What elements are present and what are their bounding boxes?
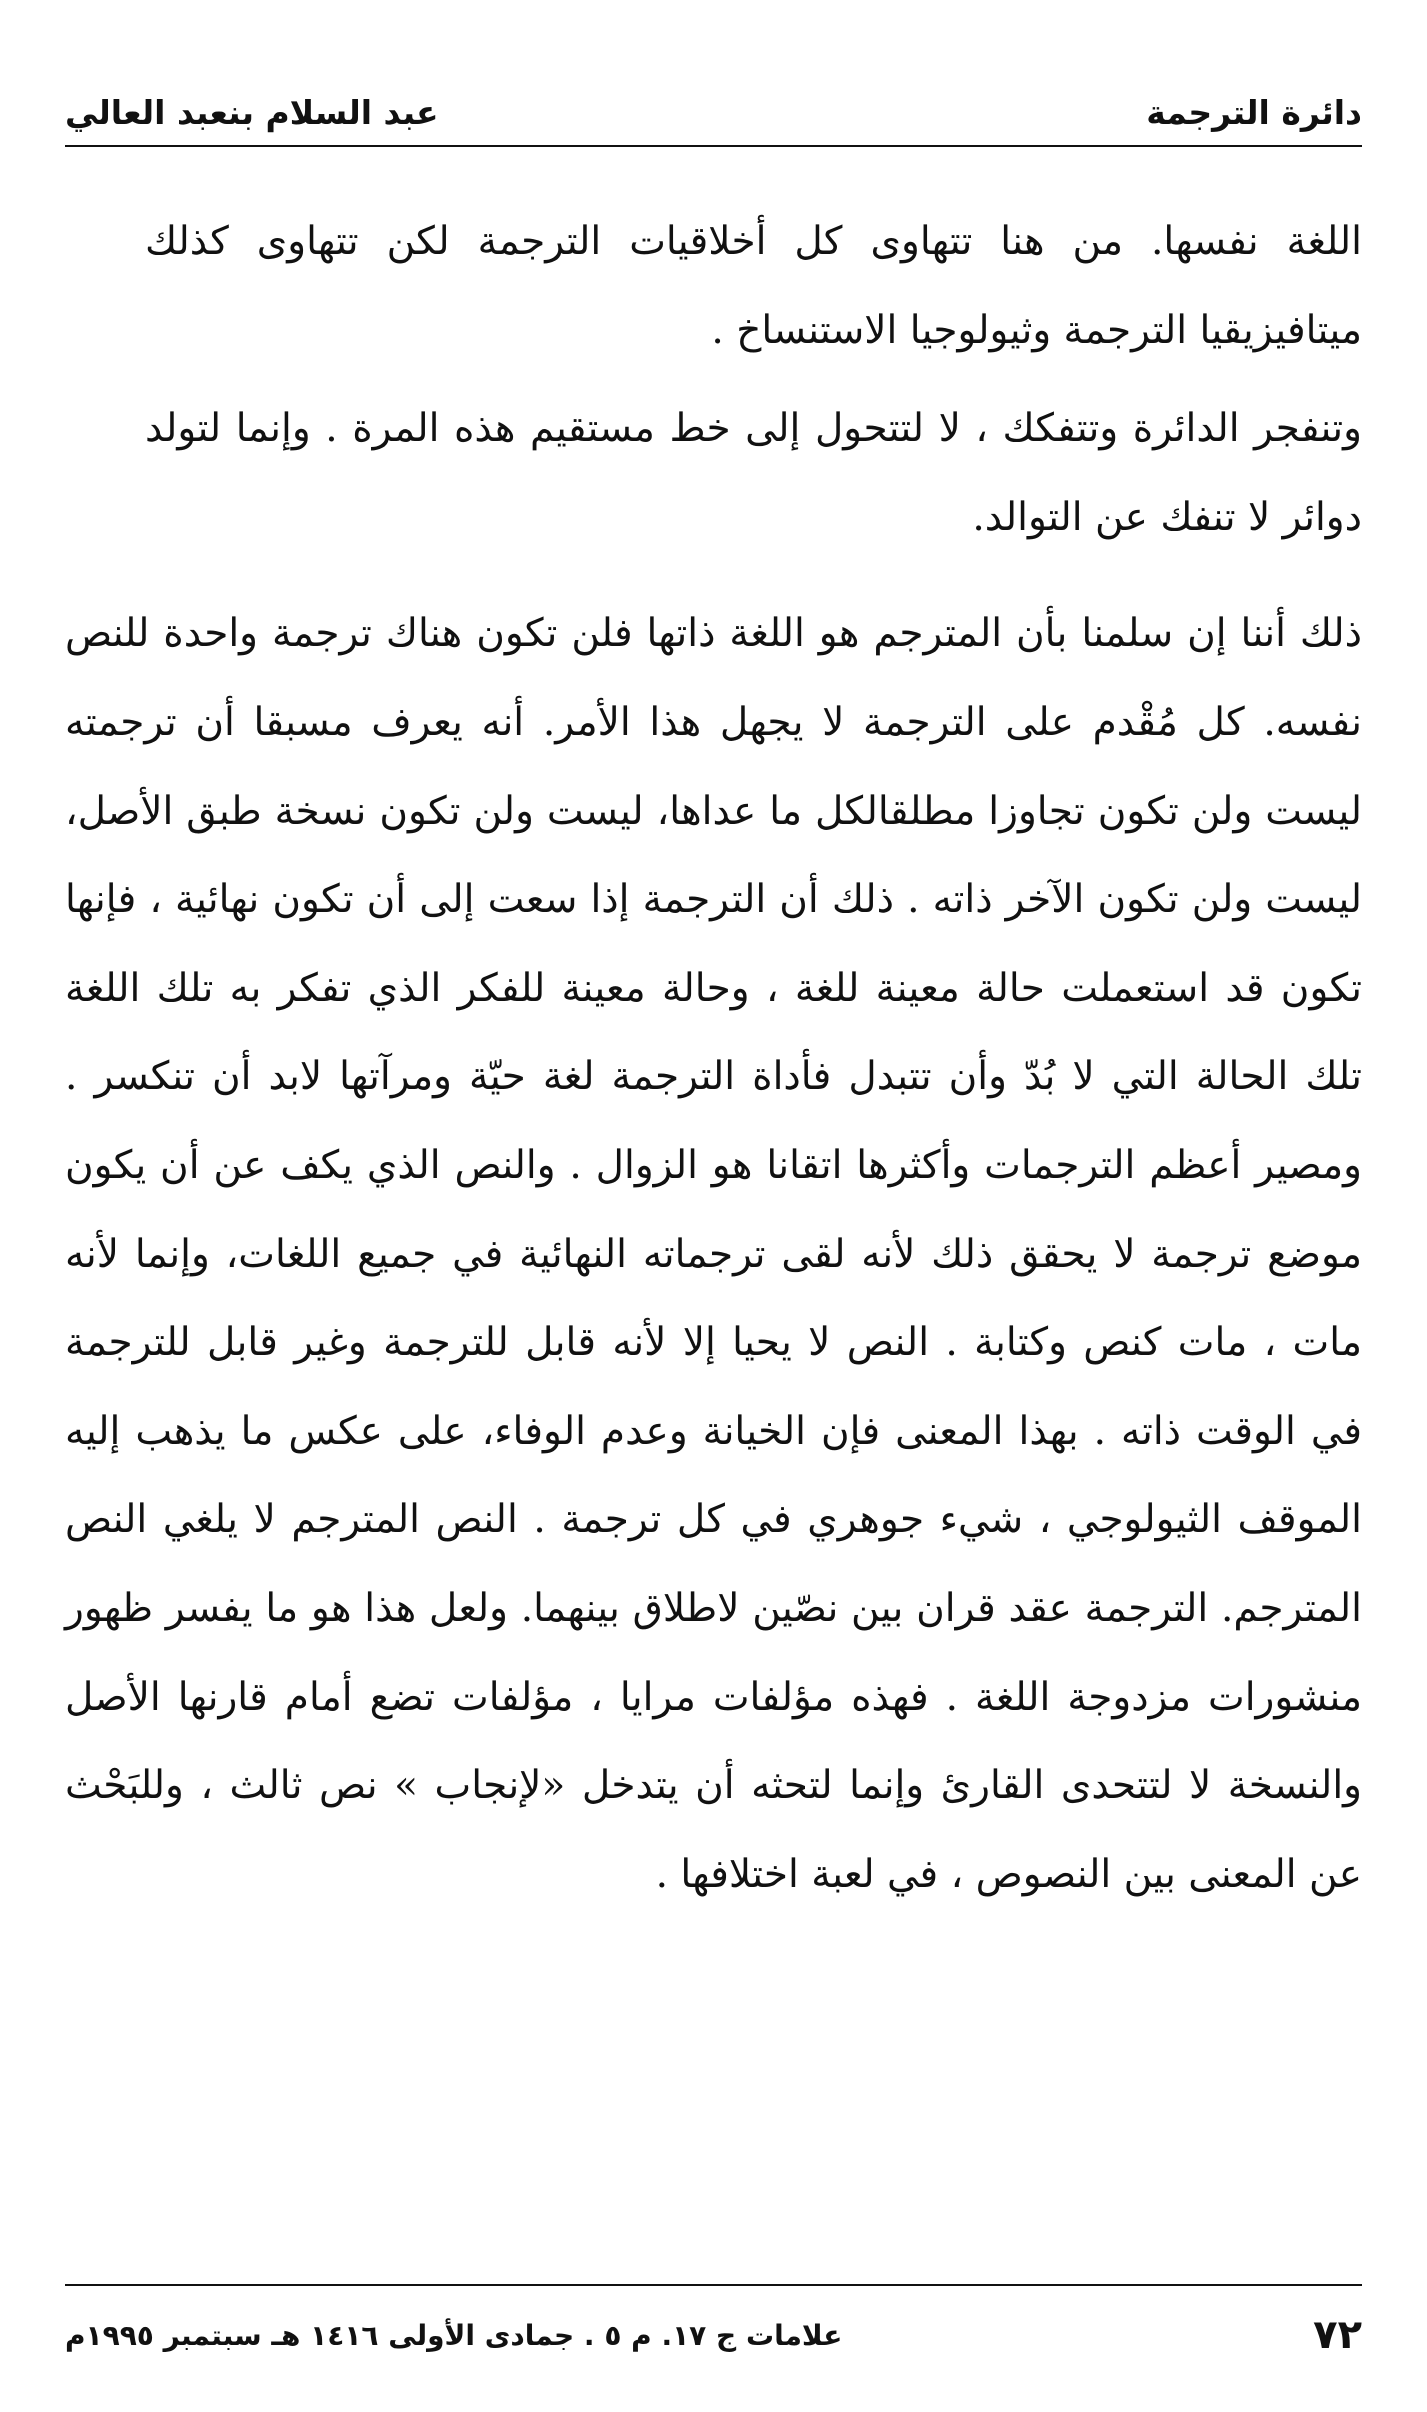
- paragraph-1: اللغة نفسها. من هنا تتهاوى كل أخلاقيات الترجمة لكن تتهاوى كذلك ميتافيزيقيا الترجمة وثيولوجيا الاستنساخ .: [145, 219, 1362, 353]
- footer-divider: [65, 2284, 1362, 2286]
- running-footer: [65, 2300, 1362, 2370]
- header-divider: [65, 145, 1362, 147]
- author-name: عبد السلام بنعبد العالي: [65, 93, 439, 132]
- section-title: دائرة الترجمة: [1146, 93, 1362, 132]
- paragraph-2: وتنفجر الدائرة وتتفكك ، لا لتتحول إلى خط مستقيم هذه المرة . وإنما لتولد دوائر لا تنفك عن التوالد.: [145, 406, 1362, 540]
- paragraph-3: ذلك أننا إن سلمنا بأن المترجم هو اللغة ذاتها فلن تكون هناك ترجمة واحدة للنص نفسه. كل مُقْدم على الترجمة لا يجهل هذا الأمر. أنه يعرف مسبقا أن ترجمته ليست ولن تكون تجاوزا مطلقالكل ما عداها، ليست ولن تكون نسخة طبق الأصل، ليست ولن تكون الآخر ذاته . ذلك أن الترجمة إذا سعت إلى أن تكون نهائية ، فإنها تكون قد استعملت حالة معينة للغة ، وحالة معينة للفكر الذي تفكر به تلك اللغة تلك الحالة التي لا بُدّ وأن تتبدل فأداة الترجمة لغة حيّة ومرآتها لابد أن تنكسر . ومصير أعظم الترجمات وأكثرها اتقانا هو الزوال . والنص الذي يكف عن أن يكون موضع ترجمة لا يحقق ذلك لأنه لقى ترجماته النهائية في جميع اللغات، وإنما لأنه مات ، مات كنص وكتابة . النص لا يحيا إلا لأنه قابل للترجمة وغير قابل للترجمة في الوقت ذاته . بهذا المعنى فإن الخيانة وعدم الوفاء، على عكس ما يذهب إليه الموقف الثيولوجي ، شيء جوهري في كل ترجمة . النص المترجم لا يلغي النص المترجم. الترجمة عقد قران بين نصّين لاطلاق بينهما. ولعل هذا هو ما يفسر ظهور منشورات مزدوجة اللغة . فهذه مؤلفات مرايا ، مؤلفات تضع أمام قارنها الأصل والنسخة لا لتتحدى القارئ وإنما لتحثه أن يتدخل «لإنجاب » نص ثالث ، وللبَحْث عن المعنى بين النصوص ، في لعبة اختلافها .: [65, 611, 1362, 1897]
- body-text: [65, 198, 1362, 1919]
- journal-citation: علامات ج ١٧. م ٥ . جمادى الأولى ١٤١٦ هـ سبتمبر ١٩٩٥م: [65, 2318, 843, 2352]
- page-number: ٧٢: [1313, 2312, 1362, 2358]
- running-header: [65, 72, 1362, 132]
